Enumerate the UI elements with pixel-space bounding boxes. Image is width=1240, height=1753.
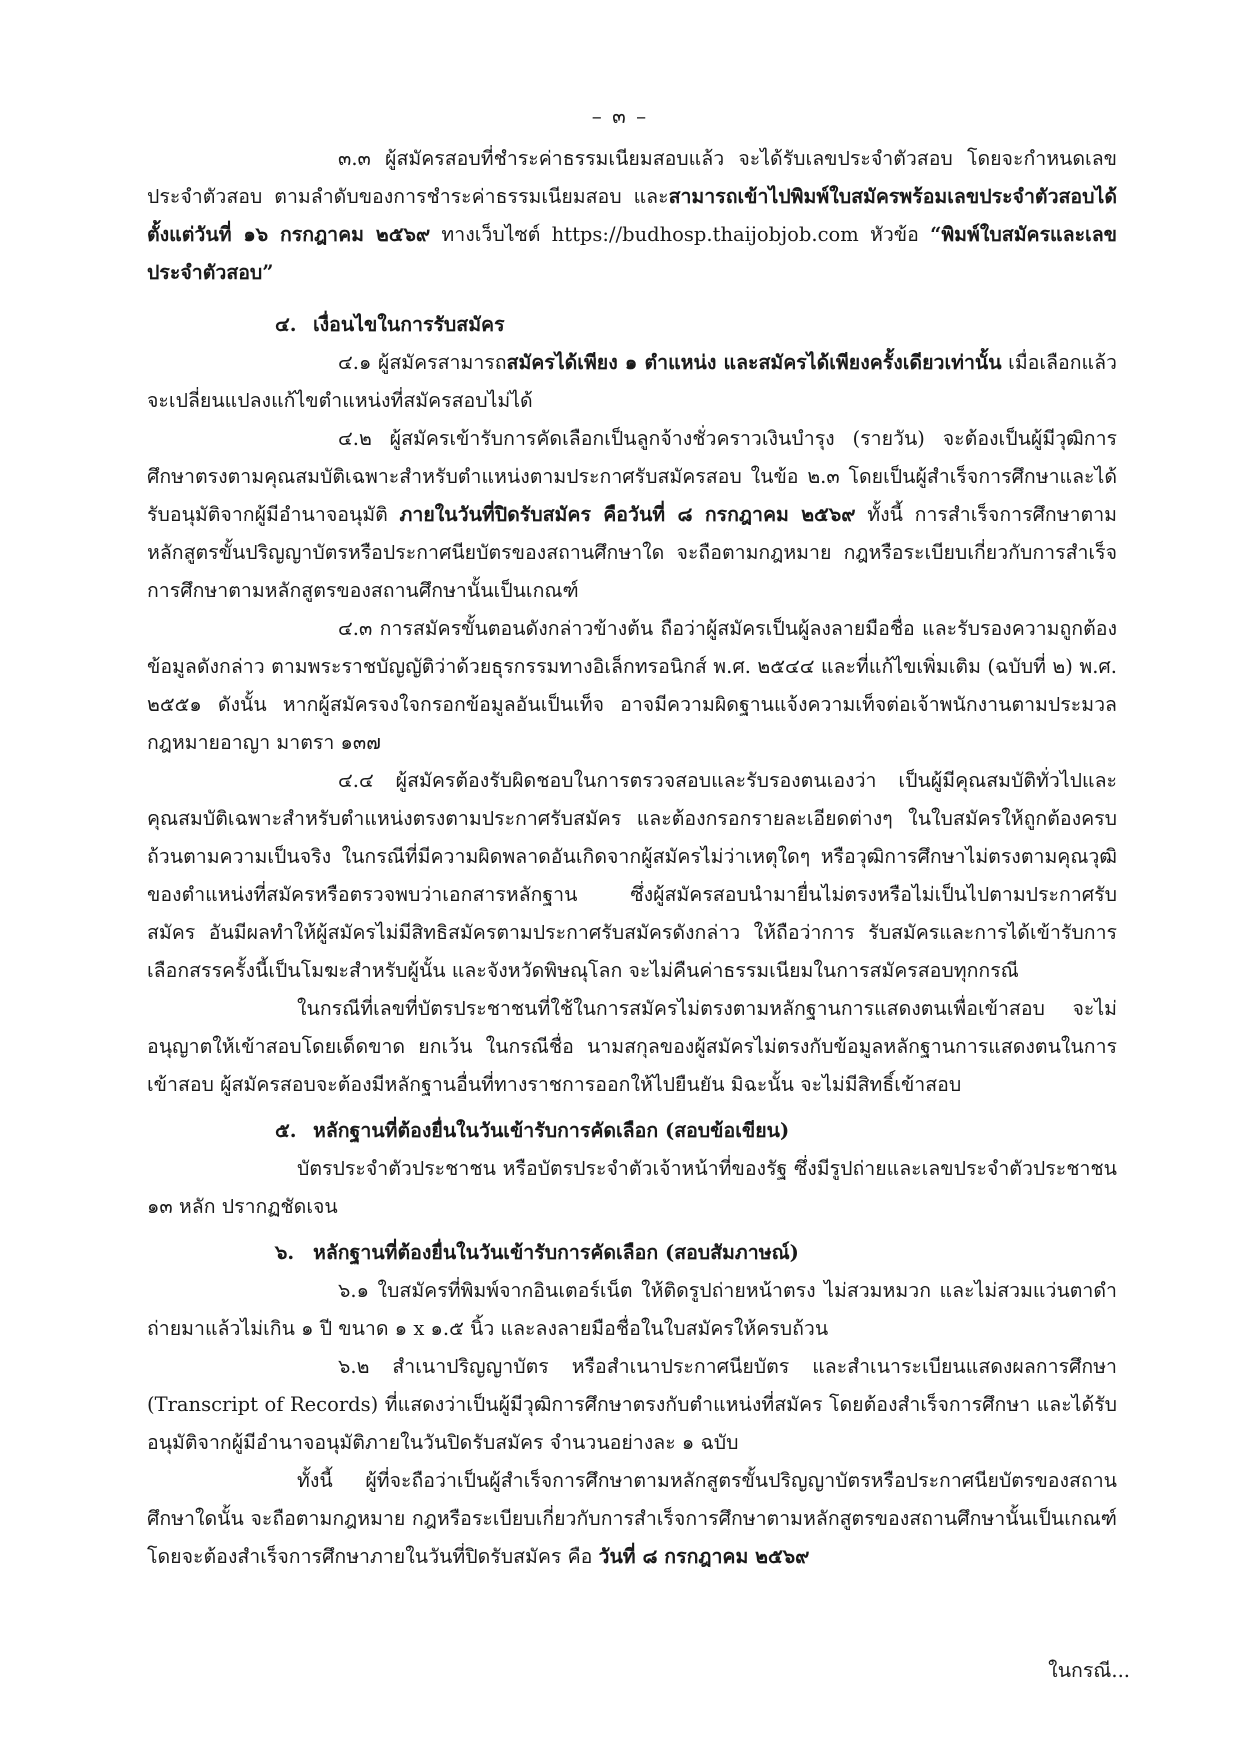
paragraph-4-1: ๔.๑ ผู้สมัครสามารถสมัครได้เพียง ๑ ตำแหน่ง และสมัครได้เพียงครั้งเดียวเท่านั้น เมื่อเลือกแล้วจะเปลี่ยนแปลงแก้ไขตำแหน่งที่สมัครสอบไม่ได้ [147, 351, 1117, 412]
paragraph-5: บัตรประจำตัวประชาชน หรือบัตรประจำตัวเจ้าหน้าที่ของรัฐ ซึ่งมีรูปถ่ายและเลขประจำตัวประชาชน ๑๓ หลัก ปรากฏชัดเจน [147, 1157, 1117, 1218]
paragraph-6-note: ทั้งนี้ ผู้ที่จะถือว่าเป็นผู้สำเร็จการศึกษาตามหลักสูตรขั้นปริญญาบัตรหรือประกาศนียบัตรของสถานศึกษาใดนั้น จะถือตามกฎหมาย กฎหรือระเบียบเกี่ยวกับการสำเร็จการศึกษาตามหลักสูตรของสถานศึกษานั้นเป็นเกณฑ์ โดยจะต้องสำเร็จการศึกษาภายในวันที่ปิดรับสมัคร คือ วันที่ ๘ กรกฎาคม ๒๕๖๙ [147, 1469, 1117, 1568]
paragraph-6-2: ๖.๒ สำเนาปริญญาบัตร หรือสำเนาประกาศนียบัตร และสำเนาระเบียนแสดงผลการศึกษา (Transcript of Records) ที่แสดงว่าเป็นผู้มีวุฒิการศึกษาตรงกับตำแหน่งที่สมัคร โดยต้องสำเร็จการศึกษา และได้รับอนุมัติจากผู้มีอำนาจอนุมัติภายในวันปิดรับสมัคร จำนวนอย่างละ ๑ ฉบับ [147, 1355, 1117, 1454]
paragraph-4-4-note: ในกรณีที่เลขที่บัตรประชาชนที่ใช้ในการสมัครไม่ตรงตามหลักฐานการแสดงตนเพื่อเข้าสอบ จะไม่อนุญาตให้เข้าสอบโดยเด็ดขาด ยกเว้น ในกรณีชื่อ นามสกุลของผู้สมัครไม่ตรงกับข้อมูลหลักฐานการแสดงตนในการเข้าสอบ ผู้สมัครสอบจะต้องมีหลักฐานอื่นที่ทางราชการออกให้ไปยืนยัน มิฉะนั้น จะไม่มีสิทธิ์เข้าสอบ [147, 997, 1117, 1096]
document-body [147, 140, 1117, 1576]
section-6-heading: ๖. หลักฐานที่ต้องยื่นในวันเข้ารับการคัดเลือก (สอบสัมภาษณ์) [275, 1241, 799, 1264]
continued-footer: ในกรณี... [1048, 1659, 1130, 1682]
page-number: – ๓ – [591, 104, 649, 128]
section-4-heading: ๔. เงื่อนไขในการรับสมัคร [275, 313, 505, 336]
paragraph-3-3: ๓.๓ ผู้สมัครสอบที่ชำระค่าธรรมเนียมสอบแล้ว จะได้รับเลขประจำตัวสอบ โดยจะกำหนดเลขประจำตัวสอบ ตามลำดับของการชำระค่าธรรมเนียมสอบ และสามารถเข้าไปพิมพ์ใบสมัครพร้อมเลขประจำตัวสอบได้ตั้งแต่วันที่ ๑๖ กรกฎาคม ๒๕๖๙ ทางเว็บไซต์ https://budhosp.thaijobjob.com หัวข้อ “พิมพ์ใบสมัครและเลขประจำตัวสอบ” [147, 147, 1117, 284]
paragraph-4-3: ๔.๓ การสมัครขั้นตอนดังกล่าวข้างต้น ถือว่าผู้สมัครเป็นผู้ลงลายมือชื่อ และรับรองความถูกต้องข้อมูลดังกล่าว ตามพระราชบัญญัติว่าด้วยธุรกรรมทางอิเล็กทรอนิกส์ พ.ศ. ๒๕๔๔ และที่แก้ไขเพิ่มเติม (ฉบับที่ ๒) พ.ศ. ๒๕๕๑ ดังนั้น หากผู้สมัครจงใจกรอกข้อมูลอันเป็นเท็จ อาจมีความผิดฐานแจ้งความเท็จต่อเจ้าพนักงานตามประมวลกฎหมายอาญา มาตรา ๑๓๗ [147, 617, 1117, 754]
paragraph-6-1: ๖.๑ ใบสมัครที่พิมพ์จากอินเตอร์เน็ต ให้ติดรูปถ่ายหน้าตรง ไม่สวมหมวก และไม่สวมแว่นตาดำ ถ่ายมาแล้วไม่เกิน ๑ ปี ขนาด ๑ x ๑.๕ นิ้ว และลงลายมือชื่อในใบสมัครให้ครบถ้วน [147, 1279, 1117, 1340]
section-5-heading: ๕. หลักฐานที่ต้องยื่นในวันเข้ารับการคัดเลือก (สอบข้อเขียน) [275, 1119, 790, 1142]
paragraph-4-2: ๔.๒ ผู้สมัครเข้ารับการคัดเลือกเป็นลูกจ้างชั่วคราวเงินบำรุง (รายวัน) จะต้องเป็นผู้มีวุฒิการศึกษาตรงตามคุณสมบัติเฉพาะสำหรับตำแหน่งตามประกาศรับสมัครสอบ ในข้อ ๒.๓ โดยเป็นผู้สำเร็จการศึกษาและได้รับอนุมัติจากผู้มีอำนาจอนุมัติ ภายในวันที่ปิดรับสมัคร คือวันที่ ๘ กรกฎาคม ๒๕๖๙ ทั้งนี้ การสำเร็จการศึกษาตามหลักสูตรขั้นปริญญาบัตรหรือประกาศนียบัตรของสถานศึกษาใด จะถือตามกฎหมาย กฎหรือระเบียบเกี่ยวกับการสำเร็จการศึกษาตามหลักสูตรของสถานศึกษานั้นเป็นเกณฑ์ [147, 427, 1117, 602]
paragraph-4-4: ๔.๔ ผู้สมัครต้องรับผิดชอบในการตรวจสอบและรับรองตนเองว่า เป็นผู้มีคุณสมบัติทั่วไปและคุณสมบัติเฉพาะสำหรับตำแหน่งตรงตามประกาศรับสมัคร และต้องกรอกรายละเอียดต่างๆ ในใบสมัครให้ถูกต้องครบถ้วนตามความเป็นจริง ในกรณีที่มีความผิดพลาดอันเกิดจากผู้สมัครไม่ว่าเหตุใดๆ หรือวุฒิการศึกษาไม่ตรงตามคุณวุฒิของตำแหน่งที่สมัครหรือตรวจพบว่าเอกสารหลักฐาน ซึ่งผู้สมัครสอบนำมายื่นไม่ตรงหรือไม่เป็นไปตามประกาศรับสมัคร อันมีผลทำให้ผู้สมัครไม่มีสิทธิสมัครตามประกาศรับสมัครดังกล่าว ให้ถือว่าการ รับสมัครและการได้เข้ารับการเลือกสรรครั้งนี้เป็นโมฆะสำหรับผู้นั้น และจังหวัดพิษณุโลก จะไม่คืนค่าธรรมเนียมในการสมัครสอบทุกกรณี [147, 769, 1117, 982]
